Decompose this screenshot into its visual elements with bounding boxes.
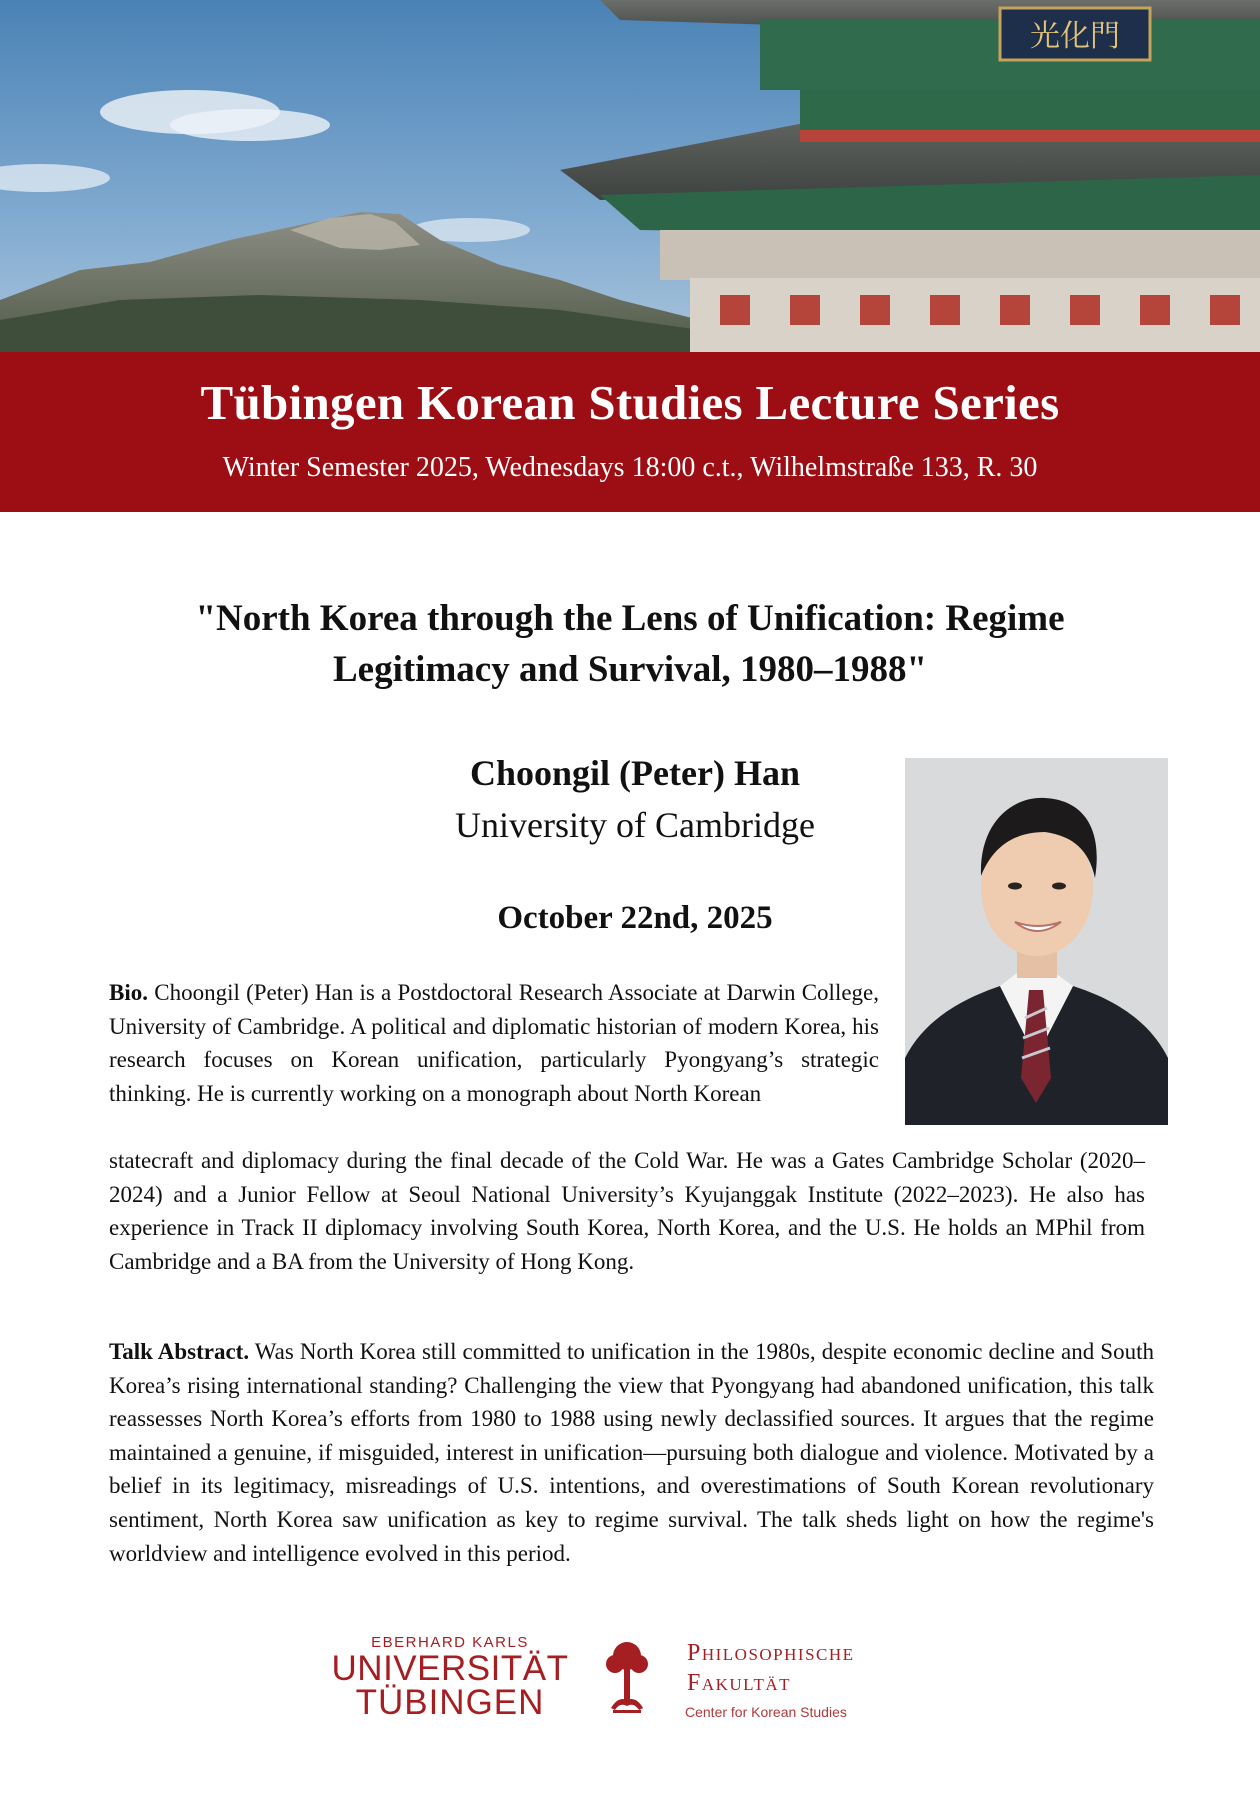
university-tuebingen-logo <box>330 1634 570 1720</box>
bio-text-part-1: Choongil (Peter) Han is a Postdoctoral Research Associate at Darwin College, University of Cambridge. A political and diplomatic historian of modern Korea, his research focuses on Korean unification, particularly Pyongyang’s strategic thinking. He is currently working on a monograph about North Korean <box>109 980 879 1106</box>
speaker-affiliation: University of Cambridge <box>455 805 815 845</box>
series-schedule: Winter Semester 2025, Wednesdays 18:00 c.t., Wilhelmstraße 133, R. 30 <box>222 452 1038 483</box>
palm-tree-emblem-icon <box>603 1638 651 1716</box>
header-photo <box>0 0 1260 352</box>
series-banner <box>0 352 1260 512</box>
talk-date: October 22nd, 2025 <box>497 900 773 936</box>
university-logo-line-2: UNIVERSITÄT <box>331 1649 569 1688</box>
abstract-label: Talk Abstract. <box>109 1339 250 1364</box>
series-title: Tübingen Korean Studies Lecture Series <box>200 375 1060 430</box>
speaker-name: Choongil (Peter) Han <box>470 753 800 793</box>
university-logo-line-1: EBERHARD KARLS <box>371 1634 529 1651</box>
philosophische-fakultaet-logo <box>687 1638 855 1720</box>
talk-title-line-2: Legitimacy and Survival, 1980–1988" <box>332 649 928 690</box>
abstract-paragraph <box>109 1335 1154 1570</box>
gyeongbokgung-gate-illustration <box>0 0 1260 352</box>
university-logo-line-3: TÜBINGEN <box>355 1683 545 1722</box>
palace-signboard: 光化門 <box>1030 19 1120 54</box>
bio-text-part-2: statecraft and diplomacy during the final decade of the Cold War. He was a Gates Cambridge Scholar (2020–2024) and a Junior Fellow at Seoul National University’s Kyujanggak Institute (2022–2023). He also has experience in Track II diplomacy involving South Korea, North Korea, and the U.S. He holds an MPhil from Cambridge and a BA from the University of Hong Kong. <box>109 1148 1145 1274</box>
talk-title-line-1: "North Korea through the Lens of Unification: Regime <box>195 598 1065 639</box>
abstract-text: Was North Korea still committed to unification in the 1980s, despite economic decline and South Korea’s rising international standing? Challenging the view that Pyongyang had abandoned unification, this talk reassesses North Korea’s efforts from 1980 to 1988 using newly declassified sources. It argues that the regime maintained a genuine, if misguided, interest in unification—pursuing both dialogue and violence. Motivated by a belief in its legitimacy, misreadings of U.S. intentions, and overestimations of South Korean revolutionary sentiment, North Korea saw unification as key to regime survival. The talk sheds light on how the regime's worldview and intelligence evolved in this period. <box>109 1339 1154 1566</box>
talk-title <box>60 593 1200 695</box>
faculty-logo-line-2: Fakultät <box>687 1670 792 1696</box>
bio-label: Bio. <box>109 980 148 1005</box>
center-korean-studies-label: Center for Korean Studies <box>685 1704 847 1720</box>
bio-paragraph-top <box>109 976 879 1110</box>
faculty-logo-line-1: Philosophische <box>687 1640 855 1666</box>
speaker-portrait <box>905 758 1168 1125</box>
bio-paragraph-bottom <box>109 1144 1145 1278</box>
